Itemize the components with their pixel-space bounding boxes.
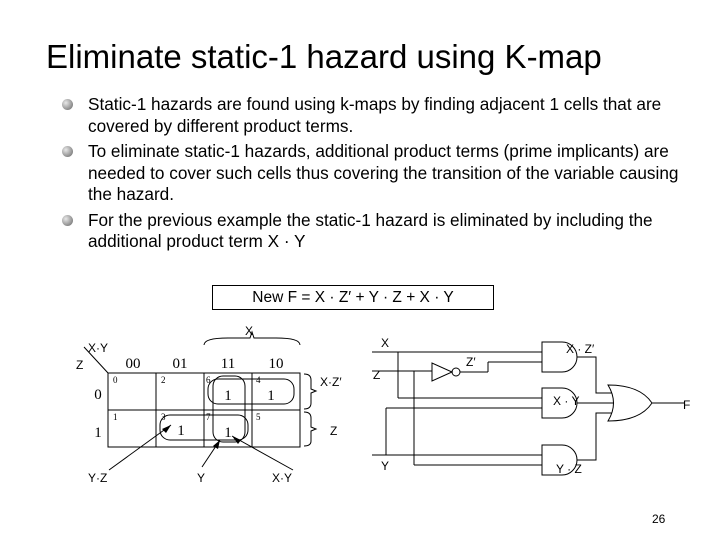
- new-f-equation: New F = X · Z′ + Y · Z + X · Y: [212, 285, 494, 310]
- kmap-group-xzbar: [208, 379, 294, 404]
- inverter-output-label: Z′: [466, 355, 476, 369]
- circuit-input-z: Z: [373, 368, 381, 382]
- and1-output-label: X · Z′: [566, 342, 595, 356]
- bullet-text: For the previous example the static-1 hazard is eliminated by including the additional product term X · Y: [88, 209, 653, 251]
- kmap-right-bracket-top: [304, 374, 316, 409]
- kmap-corner-row-var: Z: [76, 358, 84, 372]
- kmap-col-header: 00: [125, 356, 141, 372]
- kmap-cell-index: 7: [206, 412, 211, 422]
- kmap-labels: [76, 324, 342, 485]
- logic-circuit: [372, 342, 684, 475]
- and2-output-label: X · Y: [553, 394, 580, 408]
- kmap-cell-index: 6: [206, 375, 211, 385]
- circuit-input-y: Y: [381, 459, 390, 473]
- kmap-row-header: 0: [94, 387, 102, 403]
- kmap-col-header: 11: [220, 356, 236, 372]
- kmap-col-header: 10: [268, 356, 284, 372]
- arrowhead: [213, 440, 220, 449]
- kmap-cell-index: 4: [256, 375, 261, 385]
- circuit-input-x: X: [381, 336, 390, 350]
- kmap-label-xzbar: X·Z′: [320, 375, 342, 389]
- kmap-cell-index: 1: [113, 412, 118, 422]
- kmap-cell-index: 5: [256, 412, 261, 422]
- bullet-text: Static-1 hazards are found using k-maps by finding adjacent 1 cells that are covered by different product terms.: [88, 94, 662, 136]
- kmap-label-z: Z: [330, 424, 338, 438]
- inverter-gate: [432, 363, 452, 381]
- kmap-top-var-label: X: [245, 324, 254, 338]
- arrowhead: [162, 425, 171, 433]
- or-gate: [608, 385, 652, 421]
- kmap-cell-value: 1: [224, 425, 232, 441]
- kmap-cell-index: 3: [161, 412, 166, 422]
- bullet-text: To eliminate static-1 hazards, additional product terms (prime implicants) are needed to cover such cells thus covering the transition of the variable causing the hazard.: [88, 141, 679, 204]
- kmap-arrow-xy: [232, 436, 293, 470]
- kmap-label-xy: X·Y: [272, 471, 293, 485]
- kmap: [84, 332, 316, 470]
- kmap-cell-value: 1: [267, 388, 275, 404]
- kmap-col-header: 01: [172, 356, 188, 372]
- kmap-cell-index: 0: [113, 375, 118, 385]
- kmap-cell-value: 1: [177, 423, 185, 439]
- kmap-label-yz: Y·Z: [88, 471, 108, 485]
- kmap-cell-value: 1: [224, 388, 232, 404]
- page-number: 26: [652, 512, 666, 526]
- kmap-corner-col-vars: X·Y: [88, 341, 109, 355]
- circuit-output-f: F: [683, 398, 691, 412]
- kmap-right-bracket-bottom: [304, 412, 316, 446]
- wire-and3-out: [577, 413, 612, 460]
- kmap-cell-index: 2: [161, 375, 166, 385]
- kmap-label-y: Y: [197, 471, 206, 485]
- and3-output-label: Y · Z: [556, 462, 582, 476]
- kmap-row-header: 1: [94, 425, 102, 441]
- wire-and1-out: [577, 357, 612, 393]
- slide-title: Eliminate static-1 hazard using K-map: [46, 38, 602, 75]
